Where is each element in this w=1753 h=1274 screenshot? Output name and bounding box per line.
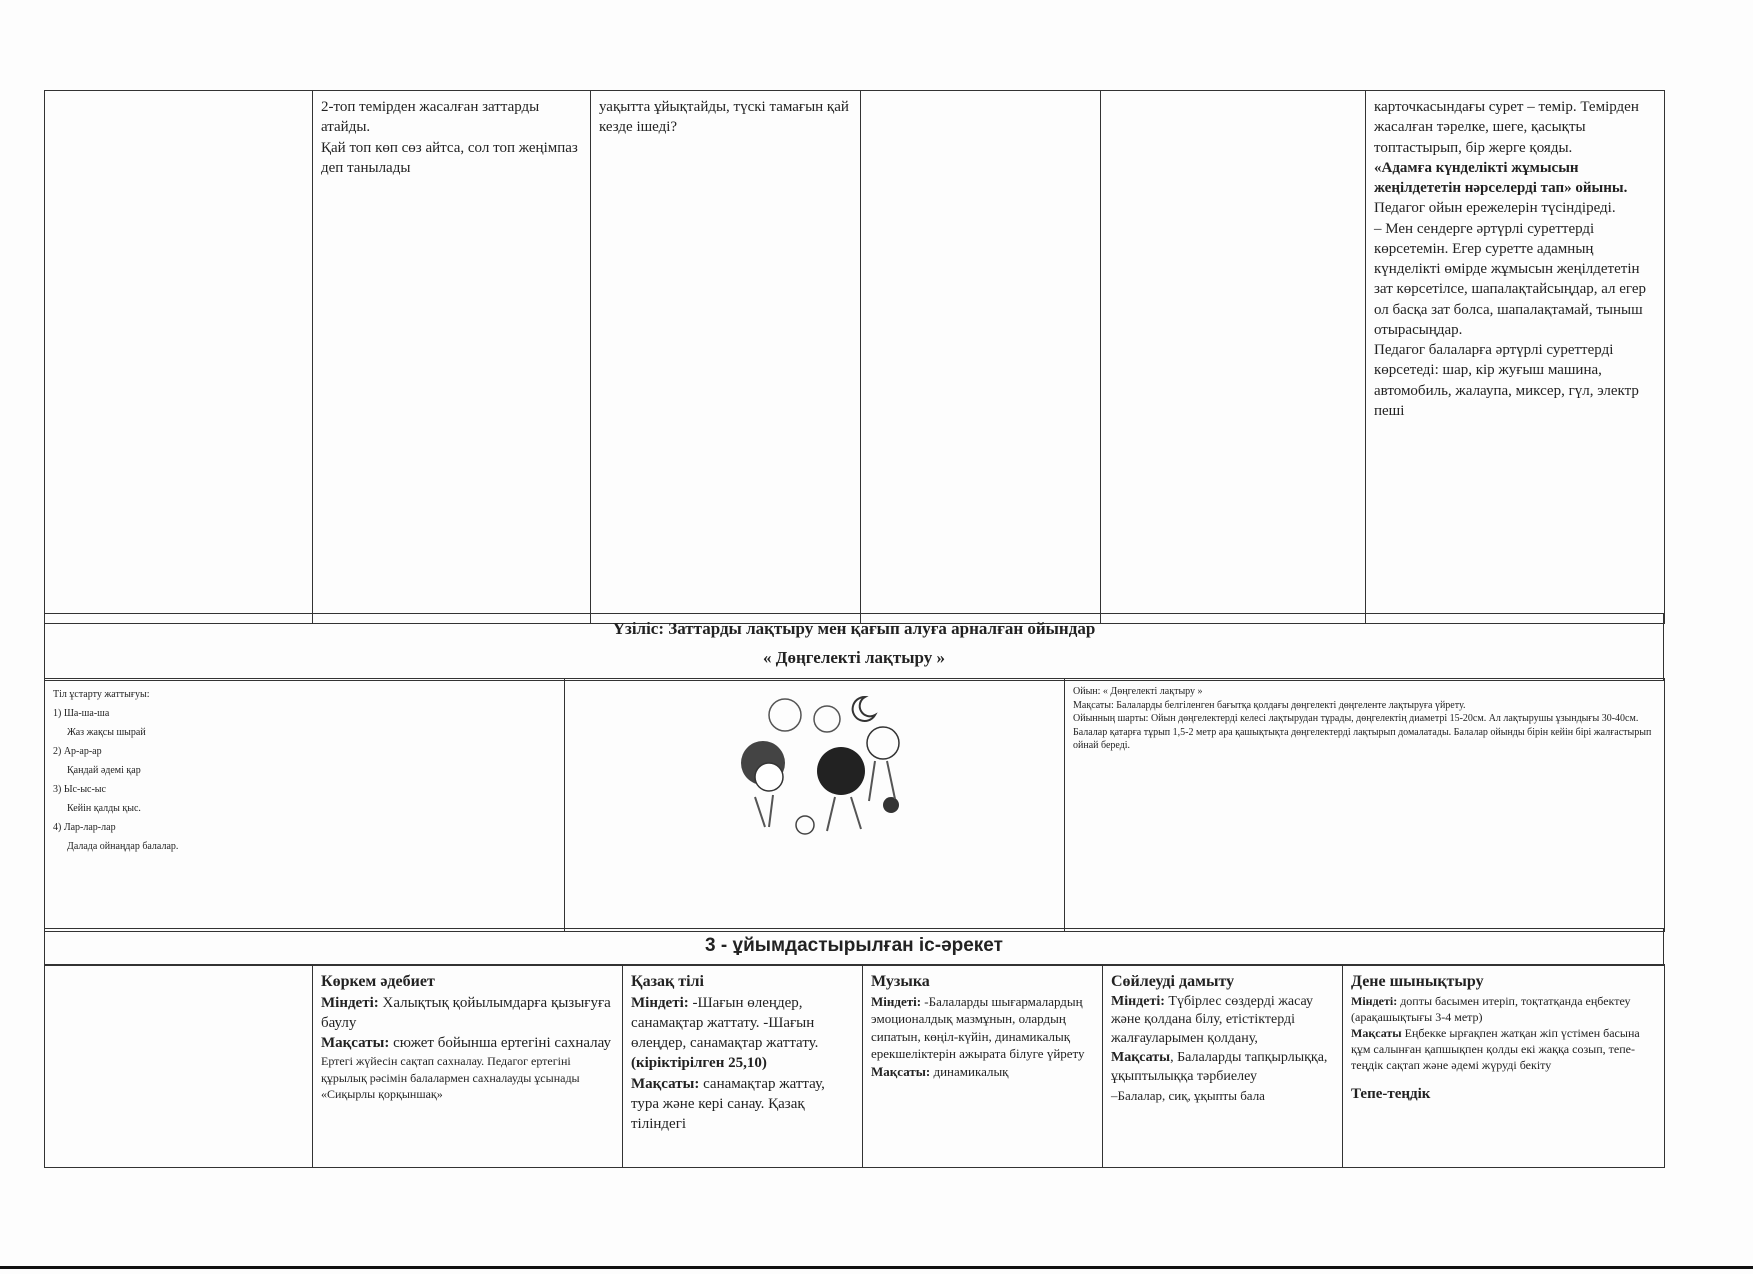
page-bottom-line bbox=[0, 1266, 1753, 1269]
extra-text: Тепе-теңдік bbox=[1351, 1085, 1431, 1102]
game-rules-condition: Ойынның шарты: Ойын дөңгелектерді келесі лақтырудан тұрады, дөңгелектің диаметрі 15-20см. Ал лақтырушы ұзындығы 30-40см. bbox=[1073, 713, 1639, 724]
articulation-title: Тіл ұстарту жаттығуы: bbox=[53, 689, 150, 700]
subject-kazakh bbox=[623, 965, 863, 1168]
task-label: Міндеті: bbox=[871, 993, 922, 1009]
articulation-line: 4) Лар-лар-лар bbox=[53, 822, 116, 833]
subject-title: Музыка bbox=[871, 973, 930, 990]
goal-label: Мақсаты bbox=[1351, 1025, 1402, 1040]
goal-label: Мақсаты: bbox=[631, 1075, 700, 1092]
extra-text: –Балалар, сиқ, ұқыпты бала bbox=[1111, 1088, 1265, 1104]
task-label: Міндеті: bbox=[321, 994, 379, 1011]
goal-label: Мақсаты: bbox=[871, 1063, 931, 1079]
task-text: Түбірлес сөздерді жасау және қолдана білу, етістіктерді жалғауларымен қолдану, bbox=[1111, 993, 1313, 1047]
cell-game-description bbox=[1366, 91, 1665, 624]
goal-label: Мақсаты bbox=[1111, 1050, 1171, 1066]
text-line: Педагог балаларға әртүрлі суреттерді көрсетеді: шар, кір жуғыш машина, автомобиль, жалаупа, миксер, гүл, электр пеші bbox=[1374, 342, 1639, 419]
task-text: -Балаларды шығармалардың эмоционалдық мазмұнын, олардың сипатын, көңіл-күйін, динамикалық ерекшеліктерін ажырата білуге үйрету bbox=[871, 993, 1085, 1062]
subjects-table bbox=[44, 964, 1665, 1168]
cell-empty-4 bbox=[861, 91, 1101, 624]
break-content bbox=[44, 678, 1665, 932]
articulation-line: 2) Ар-ар-ар bbox=[53, 746, 102, 757]
section3-header bbox=[44, 928, 1664, 966]
task-text: -Шағын өлеңдер, санамақтар жаттату. -Шағын өлеңдер, санамақтар жаттату. bbox=[631, 994, 819, 1052]
task-label: Міндеті: bbox=[1111, 993, 1165, 1009]
task-text: допты басымен итеріп, тоқтатқанда еңбектеу (арақашықтығы 3-4 метр) bbox=[1351, 993, 1631, 1024]
articulation-cell bbox=[45, 679, 565, 932]
cell-empty-5 bbox=[1101, 91, 1366, 624]
goal-text: санамақтар жаттау, тура және кері санау. Қазақ тіліндегі bbox=[631, 1075, 825, 1133]
goal-text: сюжет бойынша ертегіні сахналау bbox=[393, 1035, 612, 1052]
break-subtitle: « Дөңгелекті лақтыру » bbox=[763, 647, 945, 667]
text-line: – Мен сендерге әртүрлі суреттерді көрсетемін. Егер суретте адамның күнделікті өмірде жұмысын жеңілдететін зат көрсетілсе, шапалақтайсыңдар, ал егер ол басқа зат болса, шапалақтамай, тыныш отырасыңдар. bbox=[1374, 220, 1647, 338]
subject-title: Көркем әдебиет bbox=[321, 973, 435, 990]
game-rules-text: Балалар қатарға тұрып 1,5-2 метр ара қашықтықта дөңгелектерді лақтырып домалатады. Балалар ойынды бірін кейін бірі жалғастырып ойнай береді. bbox=[1073, 726, 1652, 751]
cell-group-task bbox=[313, 91, 591, 624]
break-title: Үзіліс: Заттарды лақтыру мен қағып алуға арналған ойындар bbox=[612, 619, 1096, 638]
text-line: 2-топ темірден жасалған заттарды атайды. bbox=[321, 99, 540, 136]
articulation-line: Жаз жақсы шырай bbox=[67, 727, 146, 738]
text-line: уақытта ұйықтайды, түскі тамағын қай кезде ішеді? bbox=[599, 99, 849, 136]
articulation-line: 1) Ша-ша-ша bbox=[53, 708, 110, 719]
game-rules-title: Ойын: « Дөңгелекті лақтыру » bbox=[1073, 686, 1203, 697]
game-rules-cell bbox=[1065, 679, 1665, 932]
subject-literature bbox=[313, 965, 623, 1168]
game-rules-goal: Мақсаты: Балаларды белгіленген бағытқа қолдағы дөңгелекті дөңгеленте лақтыруға үйрету. bbox=[1073, 699, 1466, 711]
lesson-table-top bbox=[44, 90, 1665, 624]
game-title: «Адамға күнделікті жұмысын жеңілдететін нәрселерді тап» ойыны. bbox=[1374, 159, 1628, 196]
articulation-line: Кейін қалды қыс. bbox=[67, 803, 141, 814]
task-text: Халықтық қойылымдарға қызығуға баулу bbox=[321, 994, 611, 1031]
extra-text: (кіріктірілген 25,10) bbox=[631, 1055, 767, 1072]
illustration-cell bbox=[565, 679, 1065, 932]
text-line: Қай топ көп сөз айтса, сол топ жеңімпаз деп танылады bbox=[321, 139, 578, 176]
task-label: Міндеті: bbox=[1351, 993, 1398, 1008]
section3-title: 3 - ұйымдастырылған іс-әрекет bbox=[45, 929, 1664, 966]
cell-empty-subjects bbox=[45, 965, 313, 1168]
articulation-line: 3) Ыс-ыс-ыс bbox=[53, 784, 106, 795]
break-header bbox=[44, 613, 1664, 681]
children-playing-illustration bbox=[715, 685, 915, 855]
text-line: Педагог ойын ережелерін түсіндіреді. bbox=[1374, 200, 1616, 217]
text-line: карточкасындағы сурет – темір. Темірден жасалған тәрелке, шеге, қасықты топтастырып, бір жерге қояды. bbox=[1374, 99, 1639, 156]
subject-pe bbox=[1343, 965, 1665, 1168]
goal-label: Мақсаты: bbox=[321, 1035, 390, 1052]
articulation-line: Қандай әдемі қар bbox=[67, 765, 141, 776]
task-label: Міндеті: bbox=[631, 994, 689, 1011]
subject-music bbox=[863, 965, 1103, 1168]
cell-empty-1 bbox=[45, 91, 313, 624]
goal-text: динамикалық bbox=[933, 1063, 1009, 1079]
subject-speech bbox=[1103, 965, 1343, 1168]
cell-question bbox=[591, 91, 861, 624]
extra-text: Ертегі жүйесін сақтап сахналау. Педагог ертегіні құрылық рәсімін балалармен сахналауды ұсынады «Сиқырлы қорқыншақ» bbox=[321, 1054, 580, 1101]
goal-text: Еңбекке ырғақпен жатқан жіп үстімен басына құм салынған қапшықпен қолды екі жаққа созып, тепе-теңдік сақтап және әдемі жүруді бекіту bbox=[1351, 1025, 1640, 1073]
articulation-line: Далада ойнаңдар балалар. bbox=[67, 841, 179, 852]
subject-title: Сөйлеуді дамыту bbox=[1111, 973, 1235, 990]
goal-text: , Балаларды тапқырлыққа, ұқыптылыққа тәрбиелеу bbox=[1111, 1050, 1328, 1085]
subject-title: Қазақ тілі bbox=[631, 973, 704, 990]
subject-title: Дене шынықтыру bbox=[1351, 973, 1484, 990]
